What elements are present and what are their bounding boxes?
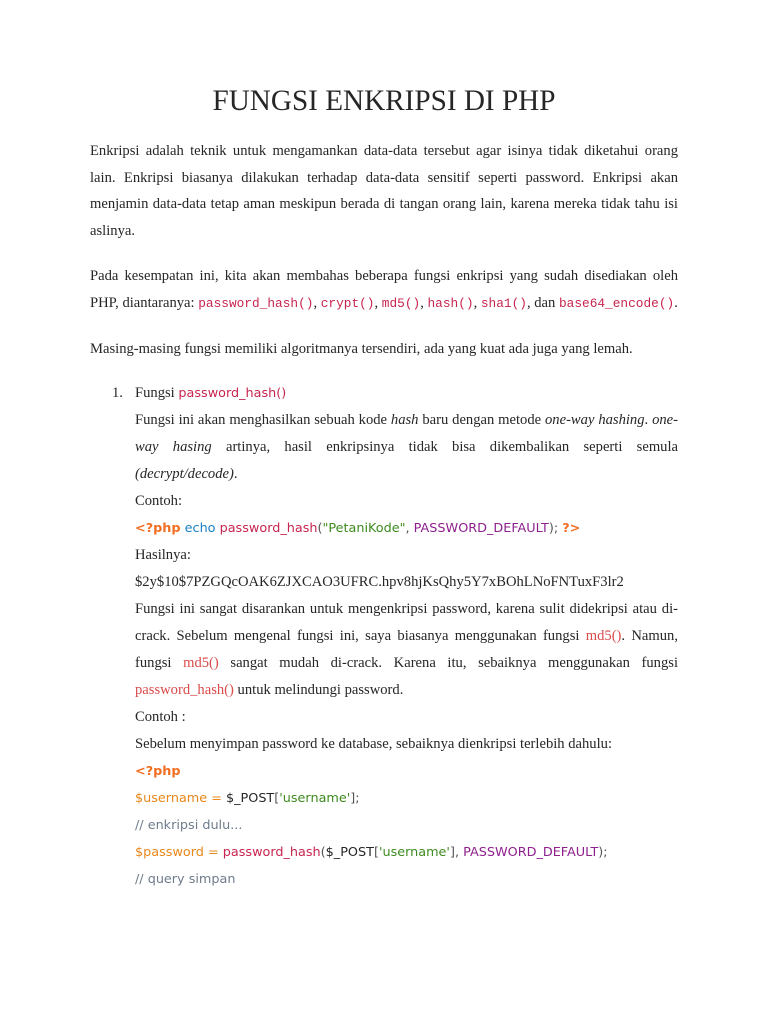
fn-sha1: sha1() <box>480 295 527 311</box>
code-constant: PASSWORD_DEFAULT <box>463 845 599 861</box>
code-key: 'username' <box>378 845 450 861</box>
algorithms-paragraph: Masing-masing fungsi memiliki algoritmanya tersendiri, ada yang kuat ada juga yang lemah. <box>90 340 633 357</box>
period: . <box>674 294 678 311</box>
rec-password-hash: password_hash() <box>135 682 234 699</box>
echo-keyword: echo <box>184 521 216 537</box>
code-string: "PetaniKode" <box>322 521 406 537</box>
separator: , dan <box>526 294 559 311</box>
punct: [ <box>274 791 280 807</box>
fn-base64-encode: base64_encode() <box>558 295 675 311</box>
php-open-tag: <?php <box>135 764 181 780</box>
punct: ( <box>320 845 326 861</box>
code-post: $_POST <box>225 791 275 807</box>
punct: [ <box>373 845 379 861</box>
rec-md5: md5() <box>183 655 219 672</box>
desc-oneway: one-way hashing <box>545 412 645 429</box>
code-line-open <box>135 758 678 785</box>
rec-text: . Namun, fungsi <box>135 628 678 672</box>
contoh-label-2: Contoh : <box>135 709 186 726</box>
desc-text: . <box>233 466 238 483</box>
desc-text: artinya, hasil enkripsinya tidak bisa dikembalikan seperti semula <box>211 439 678 456</box>
code-fn: password_hash <box>219 521 318 537</box>
description-paragraph <box>135 407 678 488</box>
list-item-heading <box>135 380 678 407</box>
list-number: 1. <box>112 385 123 402</box>
punct: ); <box>598 845 608 861</box>
code-eq: = <box>207 791 226 807</box>
code-eq: = <box>203 845 223 861</box>
contoh-label: Contoh: <box>135 493 183 510</box>
desc-oneway2: one-way hasing <box>135 412 678 456</box>
numbered-list <box>90 380 678 893</box>
sebelum-text: Sebelum menyimpan password ke database, sebaiknya dienkripsi terlebih dahulu: <box>135 736 613 753</box>
fn-crypt: crypt() <box>320 295 375 311</box>
separator: , <box>420 294 428 311</box>
code-comment-query: // query simpan <box>135 872 236 888</box>
hasilnya-label: Hasilnya: <box>135 547 191 564</box>
code-var: $password <box>135 845 204 861</box>
fn-password-hash: password_hash() <box>198 295 314 311</box>
code-post: $_POST <box>325 845 374 861</box>
desc-decrypt: (decrypt/decode) <box>135 466 234 483</box>
heading-fn: password_hash() <box>178 386 287 402</box>
fn-md5: md5() <box>381 295 421 311</box>
punct: ]; <box>350 791 360 807</box>
desc-hash: hash <box>390 412 419 429</box>
desc-text: . <box>644 412 653 429</box>
code-example-1 <box>135 515 678 542</box>
punct: ], <box>449 845 464 861</box>
separator: , <box>374 294 382 311</box>
punct: ); <box>548 521 559 537</box>
code-comment-enkripsi: // enkripsi dulu... <box>135 818 243 834</box>
recommendation-paragraph <box>135 596 678 704</box>
rec-text: Fungsi ini sangat disarankan untuk mengenkripsi password, karena sulit didekripsi atau di-crack. Sebelum mengenal fungsi ini, saya biasanya menggunakan fungsi <box>135 601 678 645</box>
intro-paragraph: Enkripsi adalah teknik untuk mengamankan data-data tersebut agar isinya tidak diketahui orang lain. Enkripsi biasanya dilakukan terhadap data-data sensitif seperti password. Enkripsi akan menjamin data-data tetap aman meskipun berada di tangan orang lain, karena mereka tidak tahu isi aslinya. <box>90 143 678 239</box>
php-open-tag: <?php <box>135 521 181 537</box>
hash-output: $2y$10$7PZGQcOAK6ZJXCAO3UFRC.hpv8hjKsQhy5Y7xBOhLNoFNTuxF3lr2 <box>135 574 624 591</box>
functions-paragraph-text: Pada kesempatan ini, kita akan membahas beberapa fungsi enkripsi yang sudah disediakan oleh PHP, diantaranya: <box>90 268 678 311</box>
code-line-username <box>135 785 678 812</box>
code-line-password <box>135 839 678 866</box>
rec-text: sangat mudah di-crack. Karena itu, sebaiknya menggunakan fungsi <box>218 655 678 672</box>
punct: ( <box>317 521 323 537</box>
desc-text: baru dengan metode <box>418 412 545 429</box>
punct: , <box>405 521 414 537</box>
functions-paragraph <box>90 263 678 317</box>
separator: , <box>473 294 481 311</box>
document-title: FUNGSI ENKRIPSI DI PHP <box>212 85 556 117</box>
rec-text: untuk melindungi password. <box>233 682 404 699</box>
heading-label: Fungsi <box>135 385 179 402</box>
code-key: 'username' <box>279 791 351 807</box>
code-fn: password_hash <box>222 845 321 861</box>
rec-md5: md5() <box>585 628 622 645</box>
php-close-tag: ?> <box>562 521 581 537</box>
code-var: $username <box>135 791 208 807</box>
code-constant: PASSWORD_DEFAULT <box>413 521 549 537</box>
separator: , <box>313 294 321 311</box>
fn-hash: hash() <box>427 295 474 311</box>
desc-text: Fungsi ini akan menghasilkan sebuah kode <box>135 412 391 429</box>
